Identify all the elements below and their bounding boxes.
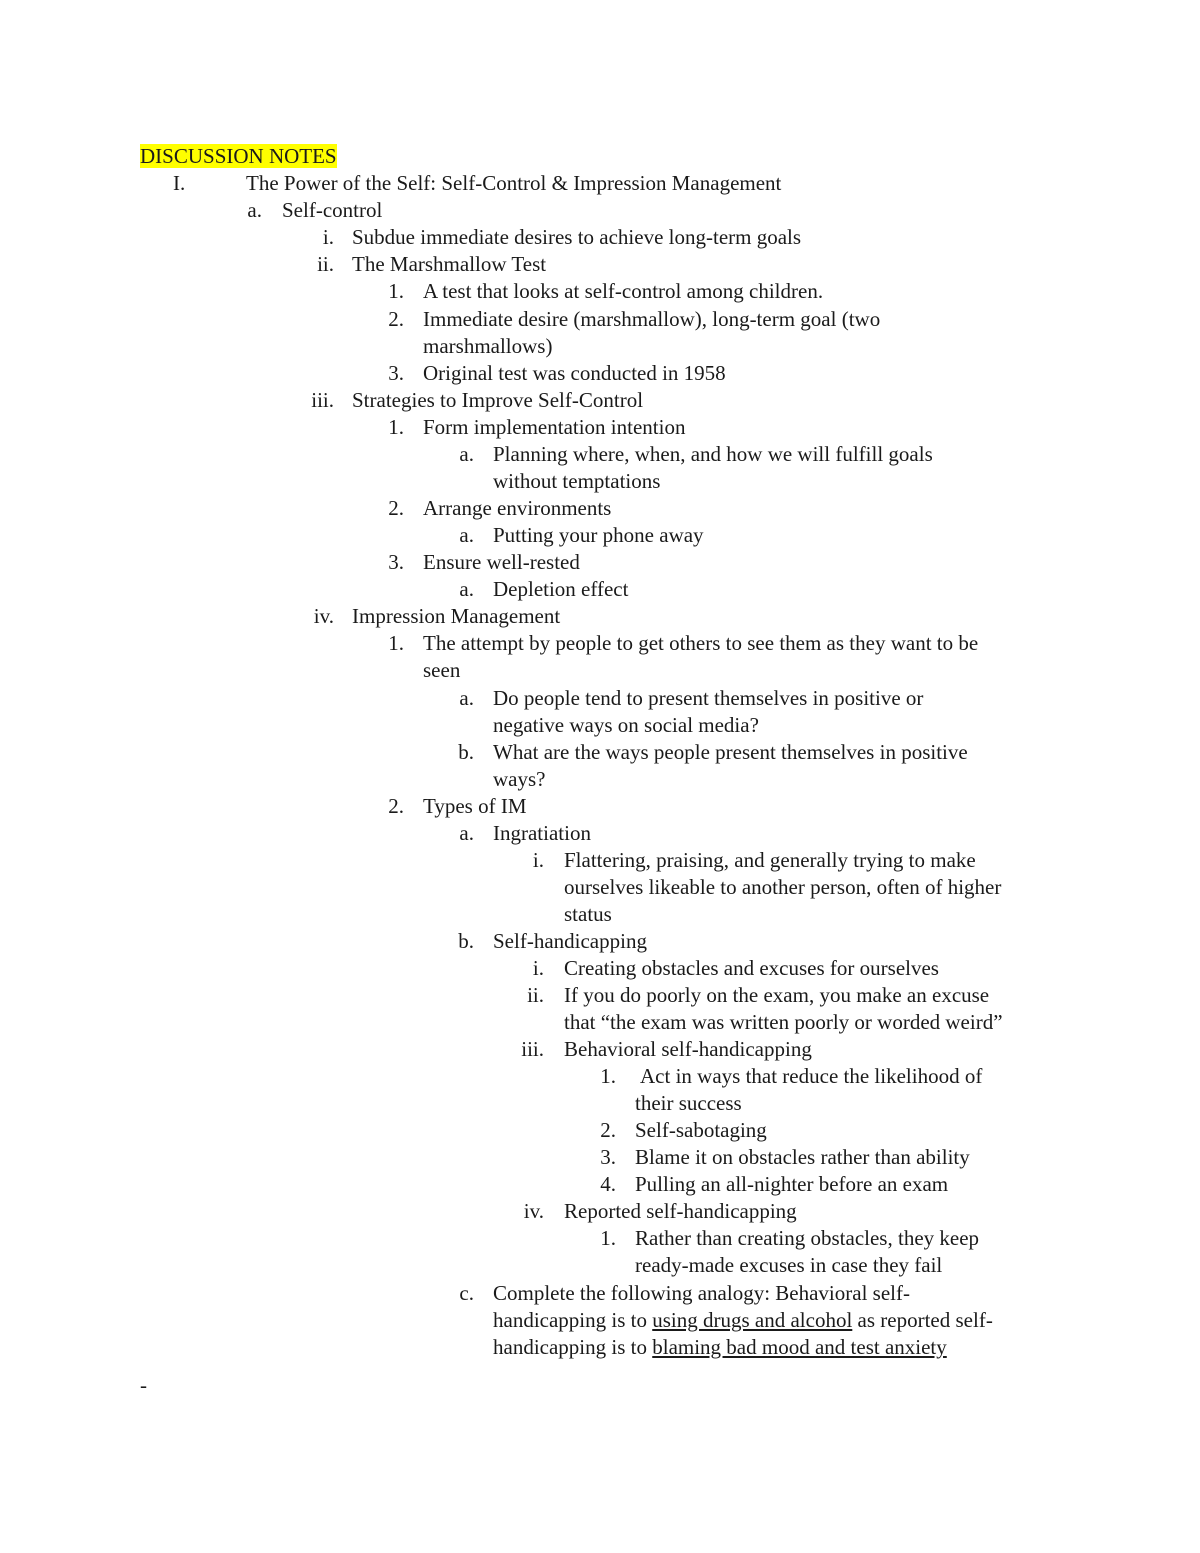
outline-marker: 1. — [388, 631, 404, 655]
outline-marker: 2. — [600, 1118, 616, 1142]
outline-marker: iii. — [521, 1037, 544, 1061]
outline-item: Form implementation intention — [423, 415, 686, 439]
outline-item: Self-handicapping — [493, 929, 647, 953]
outline-marker: i. — [322, 225, 334, 249]
outline-item-continued: seen — [423, 658, 461, 682]
outline-item-continued: ways? — [493, 767, 546, 791]
outline-item: Do people tend to present themselves in positive or — [493, 686, 924, 710]
outline-item-continued: that “the exam was written poorly or worded weird” — [564, 1010, 1003, 1034]
analogy-text: handicapping is to — [493, 1308, 653, 1332]
analogy-answer-reported: blaming bad mood and test anxiety — [652, 1335, 947, 1359]
outline-marker: a. — [459, 821, 474, 845]
outline-marker: i. — [532, 848, 544, 872]
outline-marker: 4. — [600, 1172, 616, 1196]
outline-item: The Marshmallow Test — [352, 252, 547, 276]
outline-item-continued: marshmallows) — [423, 334, 553, 358]
outline-marker: 1. — [388, 279, 404, 303]
outline-item-continued: without temptations — [493, 469, 661, 493]
outline-marker: a. — [459, 686, 474, 710]
outline-item: Blame it on obstacles rather than ability — [635, 1145, 970, 1169]
outline-item: Ensure well-rested — [423, 550, 580, 574]
outline-marker: 1. — [600, 1064, 616, 1088]
outline-item: Arrange environments — [423, 496, 612, 520]
outline-marker: 3. — [388, 550, 404, 574]
outline-item: Act in ways that reduce the likelihood of — [640, 1064, 983, 1088]
outline-item: Planning where, when, and how we will fulfill goals — [493, 442, 933, 466]
outline-item: Self-control — [282, 198, 383, 222]
outline-item: Depletion effect — [493, 577, 629, 601]
outline-marker: b. — [458, 929, 474, 953]
outline-item: Strategies to Improve Self-Control — [352, 388, 644, 412]
outline-marker: a. — [247, 198, 262, 222]
outline-item: Behavioral self-handicapping — [564, 1037, 812, 1061]
outline-marker: b. — [458, 740, 474, 764]
outline-marker: c. — [459, 1281, 474, 1305]
outline-item: Ingratiation — [493, 821, 591, 845]
outline-item-continued: negative ways on social media? — [493, 713, 759, 737]
outline-marker: I. — [173, 171, 186, 195]
outline-item-continued: their success — [635, 1091, 742, 1115]
outline-marker: 2. — [388, 307, 404, 331]
outline-item: Impression Management — [352, 604, 561, 628]
outline-item: Subdue immediate desires to achieve long-term goals — [352, 225, 802, 249]
outline-marker: 3. — [600, 1145, 616, 1169]
outline-item: Self-sabotaging — [635, 1118, 767, 1142]
outline-item: Reported self-handicapping — [564, 1199, 797, 1223]
analogy-text: as reported self- — [852, 1308, 993, 1332]
outline-marker: 1. — [600, 1226, 616, 1250]
outline-marker: 3. — [388, 361, 404, 385]
outline-item: Rather than creating obstacles, they keep — [635, 1226, 980, 1250]
outline-marker: a. — [459, 523, 474, 547]
outline-item: Types of IM — [423, 794, 527, 818]
section-title: The Power of the Self: Self-Control & Impression Management — [246, 171, 782, 195]
outline-marker: a. — [459, 577, 474, 601]
outline-marker: a. — [459, 442, 474, 466]
analogy-line — [493, 1307, 993, 1334]
outline-marker: ii. — [317, 252, 334, 276]
outline-item: The attempt by people to get others to see them as they want to be — [423, 631, 979, 655]
analogy-text: handicapping is to — [493, 1335, 653, 1359]
footer-mark: - — [140, 1373, 147, 1397]
outline-marker: iv. — [313, 604, 334, 628]
outline-marker: 2. — [388, 794, 404, 818]
outline-marker: ii. — [527, 983, 544, 1007]
analogy-line — [493, 1334, 947, 1361]
heading-highlight: DISCUSSION NOTES — [140, 144, 337, 168]
outline-item: Pulling an all-nighter before an exam — [635, 1172, 949, 1196]
outline-item-continued: ready-made excuses in case they fail — [635, 1253, 943, 1277]
outline-item: What are the ways people present themselves in positive — [493, 740, 968, 764]
outline-marker: iii. — [311, 388, 334, 412]
outline-item: Original test was conducted in 1958 — [423, 361, 726, 385]
outline-marker: 2. — [388, 496, 404, 520]
outline-item: If you do poorly on the exam, you make an excuse — [564, 983, 990, 1007]
outline-item: Immediate desire (marshmallow), long-term goal (two — [423, 307, 881, 331]
analogy-answer-behavioral: using drugs and alcohol — [652, 1308, 853, 1332]
outline-item-continued: status — [564, 902, 612, 926]
outline-item: Flattering, praising, and generally trying to make — [564, 848, 976, 872]
outline-item: Complete the following analogy: Behavioral self- — [493, 1281, 910, 1305]
heading — [140, 143, 337, 170]
outline-marker: 1. — [388, 415, 404, 439]
outline-item: Creating obstacles and excuses for ourselves — [564, 956, 939, 980]
outline-item: A test that looks at self-control among children. — [423, 279, 824, 303]
outline-marker: i. — [532, 956, 544, 980]
outline-item-continued: ourselves likeable to another person, often of higher — [564, 875, 1002, 899]
outline-item: Putting your phone away — [493, 523, 704, 547]
outline-marker: iv. — [523, 1199, 544, 1223]
